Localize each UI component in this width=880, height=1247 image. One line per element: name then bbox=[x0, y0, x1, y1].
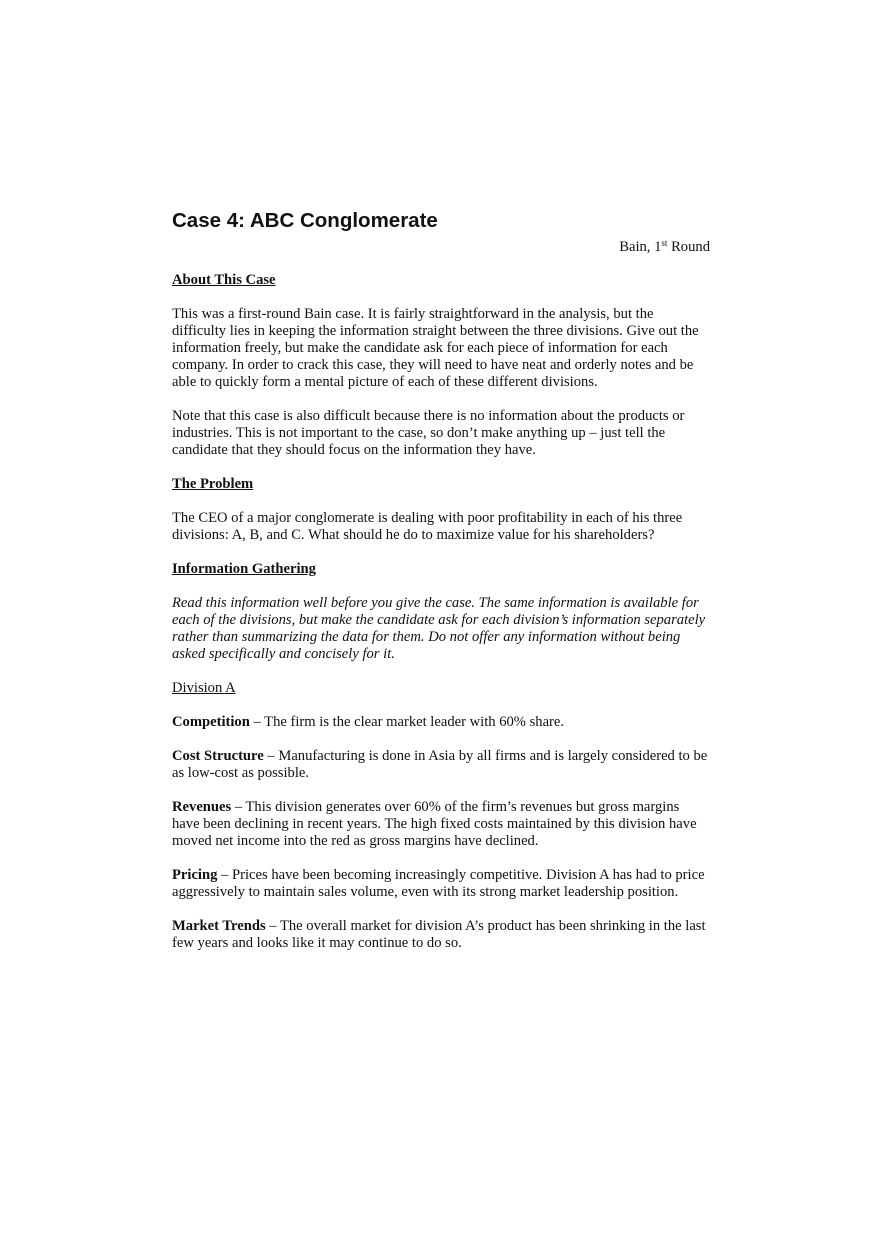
case-source bbox=[172, 238, 710, 256]
market-trends-term: Market Trends bbox=[172, 918, 266, 934]
revenues-term: Revenues bbox=[172, 799, 232, 815]
document-content bbox=[172, 208, 710, 952]
revenues-text: – This division generates over 60% of the firm’s revenues but gross margins have been declining in recent years. The high fixed costs maintained by this division have moved net income into the red as gross margins have declined. bbox=[172, 799, 697, 849]
cost-structure-term: Cost Structure bbox=[172, 748, 264, 764]
about-paragraph-2: Note that this case is also difficult because there is no information about the products or industries. This is not important to the case, so don’t make anything up – just tell the candidate that they should focus on the information they have. bbox=[172, 408, 685, 458]
info-gathering-instructions: Read this information well before you give the case. The same information is available for each of the divisions, but make the candidate ask for each division’s information separately rather than summarizing the data for them. Do not offer any information without being asked specifically and concisely for it. bbox=[172, 595, 706, 662]
case-title: Case 4: ABC Conglomerate bbox=[172, 209, 438, 232]
division-a-market-trends bbox=[172, 918, 710, 952]
about-paragraph-1: This was a first-round Bain case. It is fairly straightforward in the analysis, but the difficulty lies in keeping the information straight between the three divisions. Give out the information freely, but make the candidate ask for each piece of information for each company. In order to crack this case, they will need to have neat and orderly notes and be able to quickly form a mental picture of each of these different divisions. bbox=[172, 306, 699, 390]
case-source-prefix: Bain, 1 bbox=[619, 239, 662, 255]
case-source-superscript: st bbox=[661, 238, 668, 248]
pricing-text: – Prices have been becoming increasingly competitive. Division A has had to price aggressively to maintain sales volume, even with its strong market leadership position. bbox=[172, 867, 705, 900]
division-a-cost-structure bbox=[172, 748, 710, 782]
pricing-term: Pricing bbox=[172, 867, 218, 883]
cost-structure-text: – Manufacturing is done in Asia by all firms and is largely considered to be as low-cost as possible. bbox=[172, 748, 708, 781]
division-a-competition bbox=[172, 714, 710, 731]
division-a-heading: Division A bbox=[172, 680, 236, 696]
info-gathering-heading: Information Gathering bbox=[172, 561, 316, 577]
problem-text: The CEO of a major conglomerate is dealing with poor profitability in each of his three divisions: A, B, and C. What should he do to maximize value for his shareholders? bbox=[172, 510, 683, 543]
case-source-suffix: Round bbox=[667, 239, 710, 255]
problem-heading: The Problem bbox=[172, 476, 254, 492]
division-a-revenues bbox=[172, 799, 710, 850]
competition-text: – The firm is the clear market leader with 60% share. bbox=[249, 714, 565, 730]
division-a-pricing bbox=[172, 867, 710, 901]
competition-term: Competition bbox=[172, 714, 250, 730]
about-heading: About This Case bbox=[172, 272, 276, 288]
market-trends-text: – The overall market for division A’s product has been shrinking in the last few years and looks like it may continue to do so. bbox=[172, 918, 706, 951]
